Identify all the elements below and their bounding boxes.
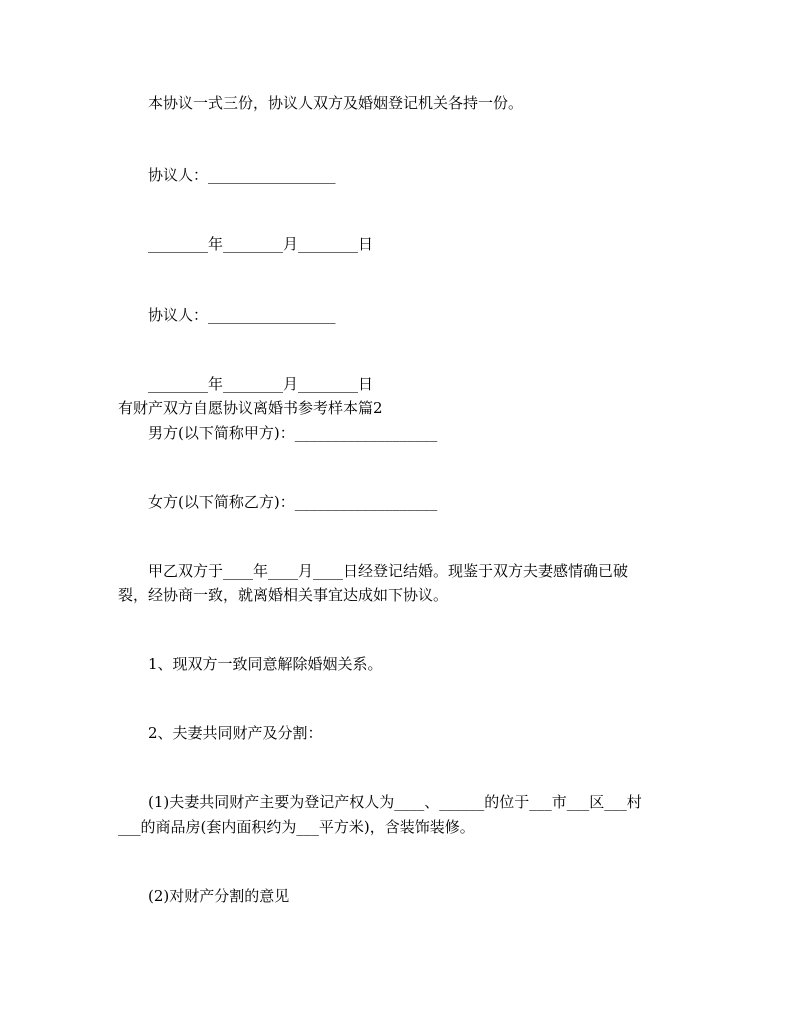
male-party-line: 男方(以下简称甲方)：___________________ (148, 424, 438, 442)
property-division-heading: (2)对财产分割的意见 (148, 887, 290, 905)
date-line-1: ________年________月________日 (148, 235, 374, 253)
section-title: 有财产双方自愿协议离婚书参考样本篇2 (118, 399, 383, 417)
marriage-clause-line-1: 甲乙双方于____年____月____日经登记结婚。现鉴于双方夫妻感情确已破 (148, 562, 629, 580)
female-party-line: 女方(以下简称乙方)：___________________ (148, 493, 438, 511)
copies-clause: 本协议一式三份，协议人双方及婚姻登记机关各持一份。 (148, 94, 524, 112)
article-1: 1、现双方一致同意解除婚姻关系。 (148, 655, 383, 673)
marriage-clause-line-2: 裂，经协商一致，就离婚相关事宜达成如下协议。 (118, 586, 449, 604)
party-signature-line-1: 协议人：_________________ (148, 166, 336, 184)
date-line-2: ________年________月________日 (148, 375, 374, 393)
property-clause-line-1: (1)夫妻共同财产主要为登记产权人为____、______的位于___市___区___村 (148, 793, 642, 811)
property-clause-line-2: ___的商品房(套内面积约为___平方米)，含装饰装修。 (118, 818, 475, 836)
article-2: 2、夫妻共同财产及分割： (148, 724, 323, 742)
party-signature-line-2: 协议人：_________________ (148, 306, 336, 324)
